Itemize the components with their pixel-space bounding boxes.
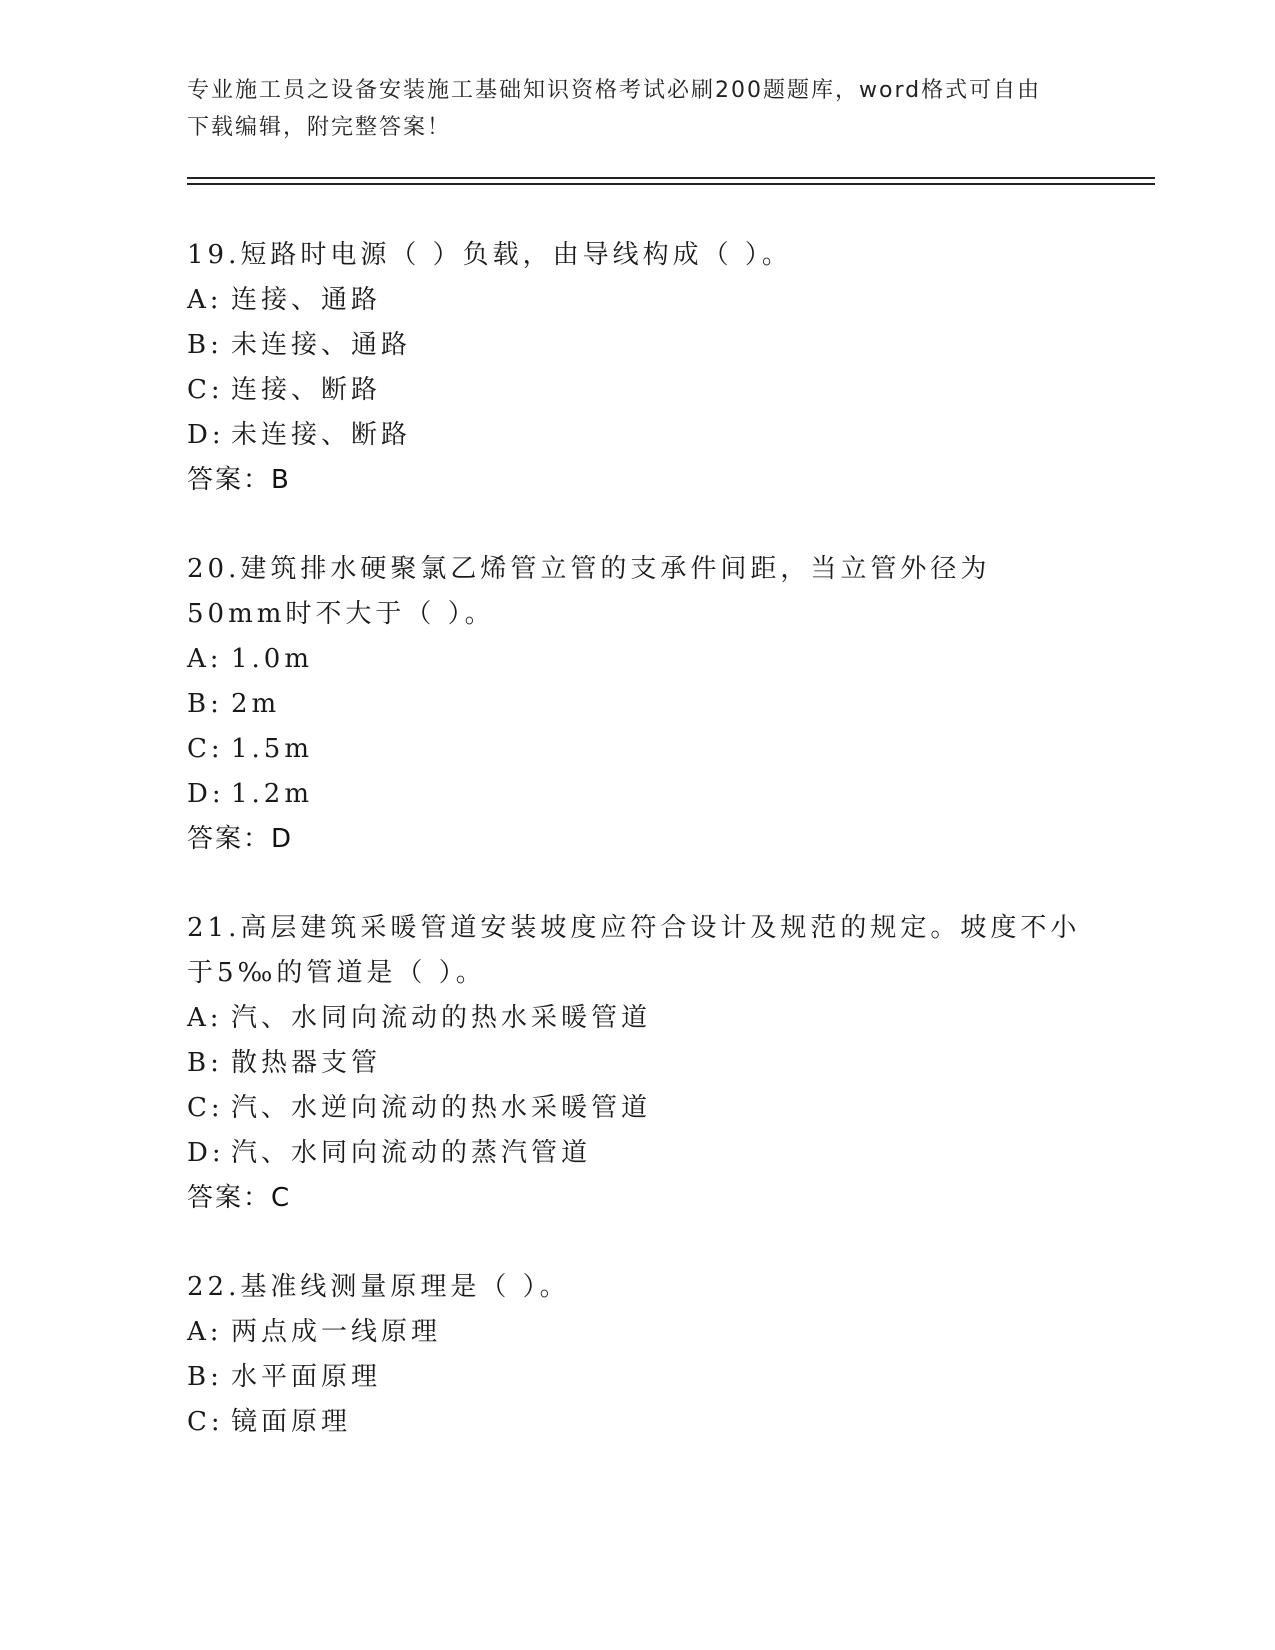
option-text: 连接、通路 bbox=[231, 285, 382, 315]
option-text: 两点成一线原理 bbox=[231, 1317, 442, 1347]
question-title: 21.高层建筑采暖管道安装坡度应符合设计及规范的规定。坡度不小于5‰的管道是（ ）。 bbox=[187, 913, 1081, 988]
header-line-2: 下载编辑，附完整答案！ bbox=[187, 115, 452, 140]
question-list bbox=[187, 233, 1087, 1489]
option-letter: B: bbox=[187, 1362, 223, 1392]
option-text: 汽、水逆向流动的热水采暖管道 bbox=[231, 1093, 652, 1123]
option-text: 未连接、断路 bbox=[231, 420, 412, 450]
option-text: 1.0m bbox=[231, 644, 314, 674]
option-letter: B: bbox=[187, 1048, 223, 1078]
document-header bbox=[187, 72, 1087, 146]
question-21 bbox=[187, 906, 1087, 1221]
option-a bbox=[187, 637, 1087, 682]
option-text: 水平面原理 bbox=[231, 1362, 382, 1392]
option-letter: A: bbox=[187, 1003, 223, 1033]
option-text: 散热器支管 bbox=[231, 1048, 382, 1078]
option-b bbox=[187, 1355, 1087, 1400]
option-text: 汽、水同向流动的热水采暖管道 bbox=[231, 1003, 652, 1033]
question-20 bbox=[187, 547, 1087, 862]
header-line-1: 专业施工员之设备安装施工基础知识资格考试必刷200题题库，word格式可自由 bbox=[187, 78, 1042, 103]
option-c bbox=[187, 727, 1087, 772]
option-text: 连接、断路 bbox=[231, 375, 382, 405]
option-c bbox=[187, 1086, 1087, 1131]
header-divider-bottom bbox=[187, 183, 1155, 185]
option-letter: C: bbox=[187, 1093, 224, 1123]
option-letter: D: bbox=[187, 420, 225, 450]
option-text: 汽、水同向流动的蒸汽管道 bbox=[231, 1138, 592, 1168]
question-title: 19.短路时电源（ ）负载，由导线构成（ ）。 bbox=[187, 240, 792, 270]
option-letter: A: bbox=[187, 1317, 223, 1347]
option-text: 镜面原理 bbox=[231, 1407, 352, 1437]
option-c bbox=[187, 368, 1087, 413]
option-c bbox=[187, 1400, 1087, 1445]
question-22 bbox=[187, 1265, 1087, 1445]
option-text: 1.2m bbox=[231, 779, 314, 809]
answer-line: 答案：B bbox=[187, 465, 291, 495]
option-letter: B: bbox=[187, 330, 223, 360]
question-19 bbox=[187, 233, 1087, 503]
option-a bbox=[187, 1310, 1087, 1355]
option-letter: C: bbox=[187, 375, 224, 405]
option-text: 未连接、通路 bbox=[231, 330, 412, 360]
option-text: 2m bbox=[231, 689, 281, 719]
question-title: 22.基准线测量原理是（ ）。 bbox=[187, 1272, 570, 1302]
option-d bbox=[187, 413, 1087, 458]
answer-line: 答案：C bbox=[187, 1183, 292, 1213]
option-text: 1.5m bbox=[231, 734, 314, 764]
answer-line: 答案：D bbox=[187, 824, 294, 854]
option-letter: A: bbox=[187, 644, 223, 674]
option-letter: B: bbox=[187, 689, 223, 719]
option-b bbox=[187, 682, 1087, 727]
option-b bbox=[187, 323, 1087, 368]
option-letter: C: bbox=[187, 1407, 224, 1437]
option-letter: D: bbox=[187, 779, 225, 809]
question-title: 20.建筑排水硬聚氯乙烯管立管的支承件间距，当立管外径为50mm时不大于（ ）。 bbox=[187, 554, 991, 629]
option-letter: A: bbox=[187, 285, 223, 315]
option-letter: C: bbox=[187, 734, 224, 764]
header-divider-top bbox=[187, 177, 1155, 179]
option-d bbox=[187, 1131, 1087, 1176]
option-a bbox=[187, 996, 1087, 1041]
option-b bbox=[187, 1041, 1087, 1086]
option-letter: D: bbox=[187, 1138, 225, 1168]
option-d bbox=[187, 772, 1087, 817]
option-a bbox=[187, 278, 1087, 323]
